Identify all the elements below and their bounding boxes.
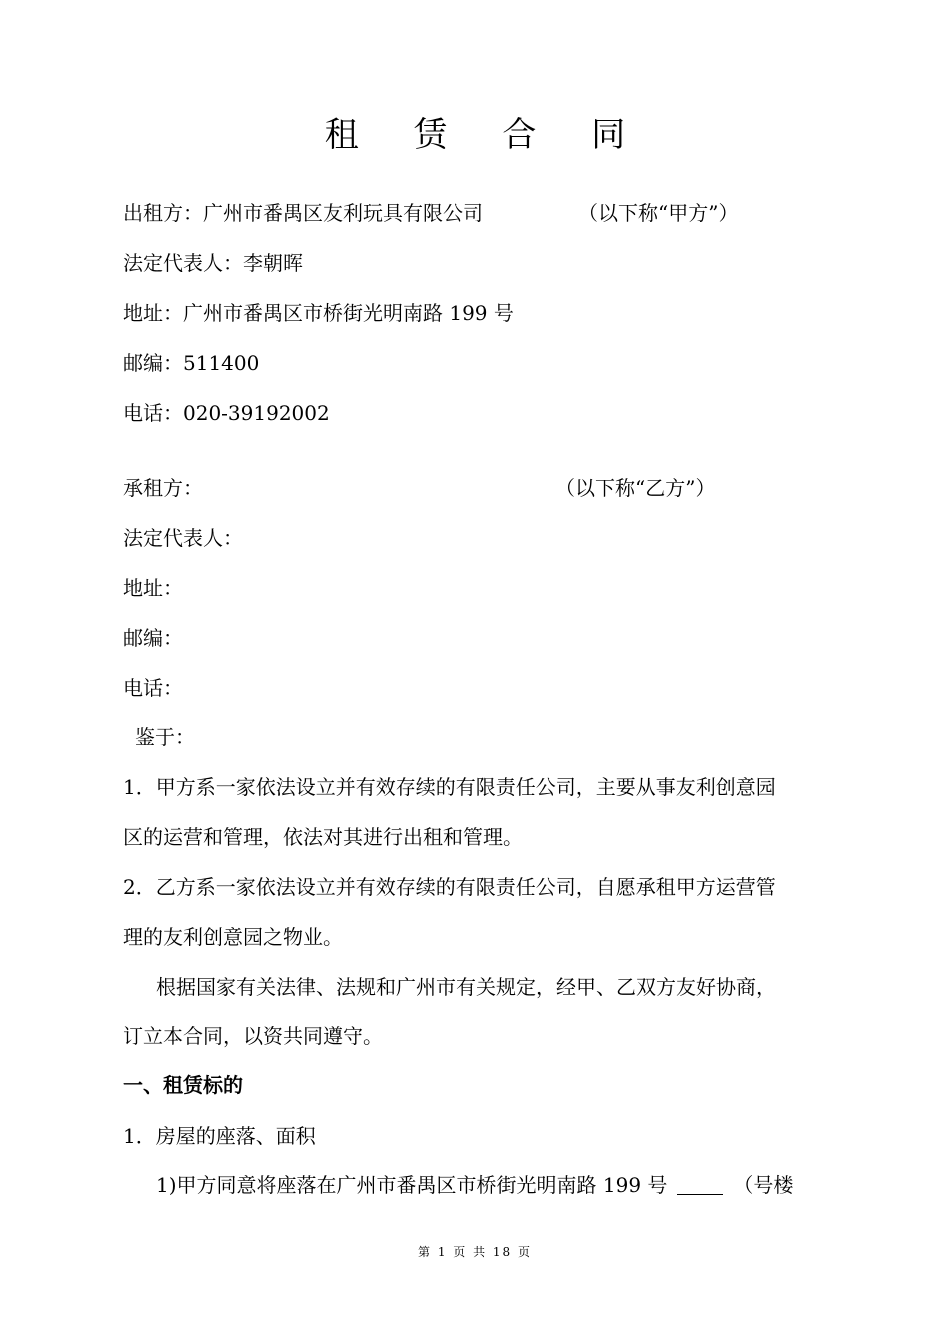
clause-2-line-1: 2．乙方系一家依法设立并有效存续的有限责任公司，自愿承租甲方运营管 — [123, 875, 776, 899]
clause-1-line-1: 1．甲方系一家依法设立并有效存续的有限责任公司，主要从事友利创意园 — [123, 775, 776, 799]
lessee-representative: 法定代表人： — [123, 526, 243, 550]
item-1: 1．房屋的座落、面积 — [123, 1124, 316, 1148]
whereas-label: 鉴于： — [135, 725, 195, 749]
clause-2-line-2: 理的友利创意园之物业。 — [123, 925, 343, 949]
lessor-postcode: 邮编：511400 — [123, 351, 260, 375]
lessor-representative: 法定代表人：李朝晖 — [123, 251, 303, 275]
lessee-phone: 电话： — [123, 676, 183, 700]
fill-in-blank — [677, 1176, 723, 1195]
lessor-line: 出租方：广州市番禺区友利玩具有限公司 — [123, 201, 483, 225]
lessee-line: 承租方： — [123, 476, 203, 500]
basis-line-1: 根据国家有关法律、法规和广州市有关规定，经甲、乙双方友好协商， — [156, 975, 776, 999]
item-1-sub-tail: （号楼 — [733, 1173, 794, 1197]
basis-line-2: 订立本合同，以资共同遵守。 — [123, 1024, 383, 1048]
lessee-address: 地址： — [123, 576, 183, 600]
page-footer: 第 1 页 共 18 页 — [418, 1245, 532, 1259]
item-1-sub — [156, 1175, 793, 1195]
lessor-address: 地址：广州市番禺区市桥街光明南路 199 号 — [123, 301, 514, 325]
item-1-sub-text: 1)甲方同意将座落在广州市番禺区市桥街光明南路 199 号 — [156, 1173, 668, 1197]
clause-1-line-2: 区的运营和管理，依法对其进行出租和管理。 — [123, 825, 523, 849]
section-1-heading: 一、租赁标的 — [123, 1073, 243, 1097]
lessee-alias: （以下称“乙方”） — [555, 476, 716, 500]
document-title: 租 赁 合 同 — [324, 115, 648, 155]
lessor-phone: 电话：020-39192002 — [123, 401, 330, 425]
lessor-alias: （以下称“甲方”） — [578, 201, 739, 225]
lessee-postcode: 邮编： — [123, 626, 183, 650]
